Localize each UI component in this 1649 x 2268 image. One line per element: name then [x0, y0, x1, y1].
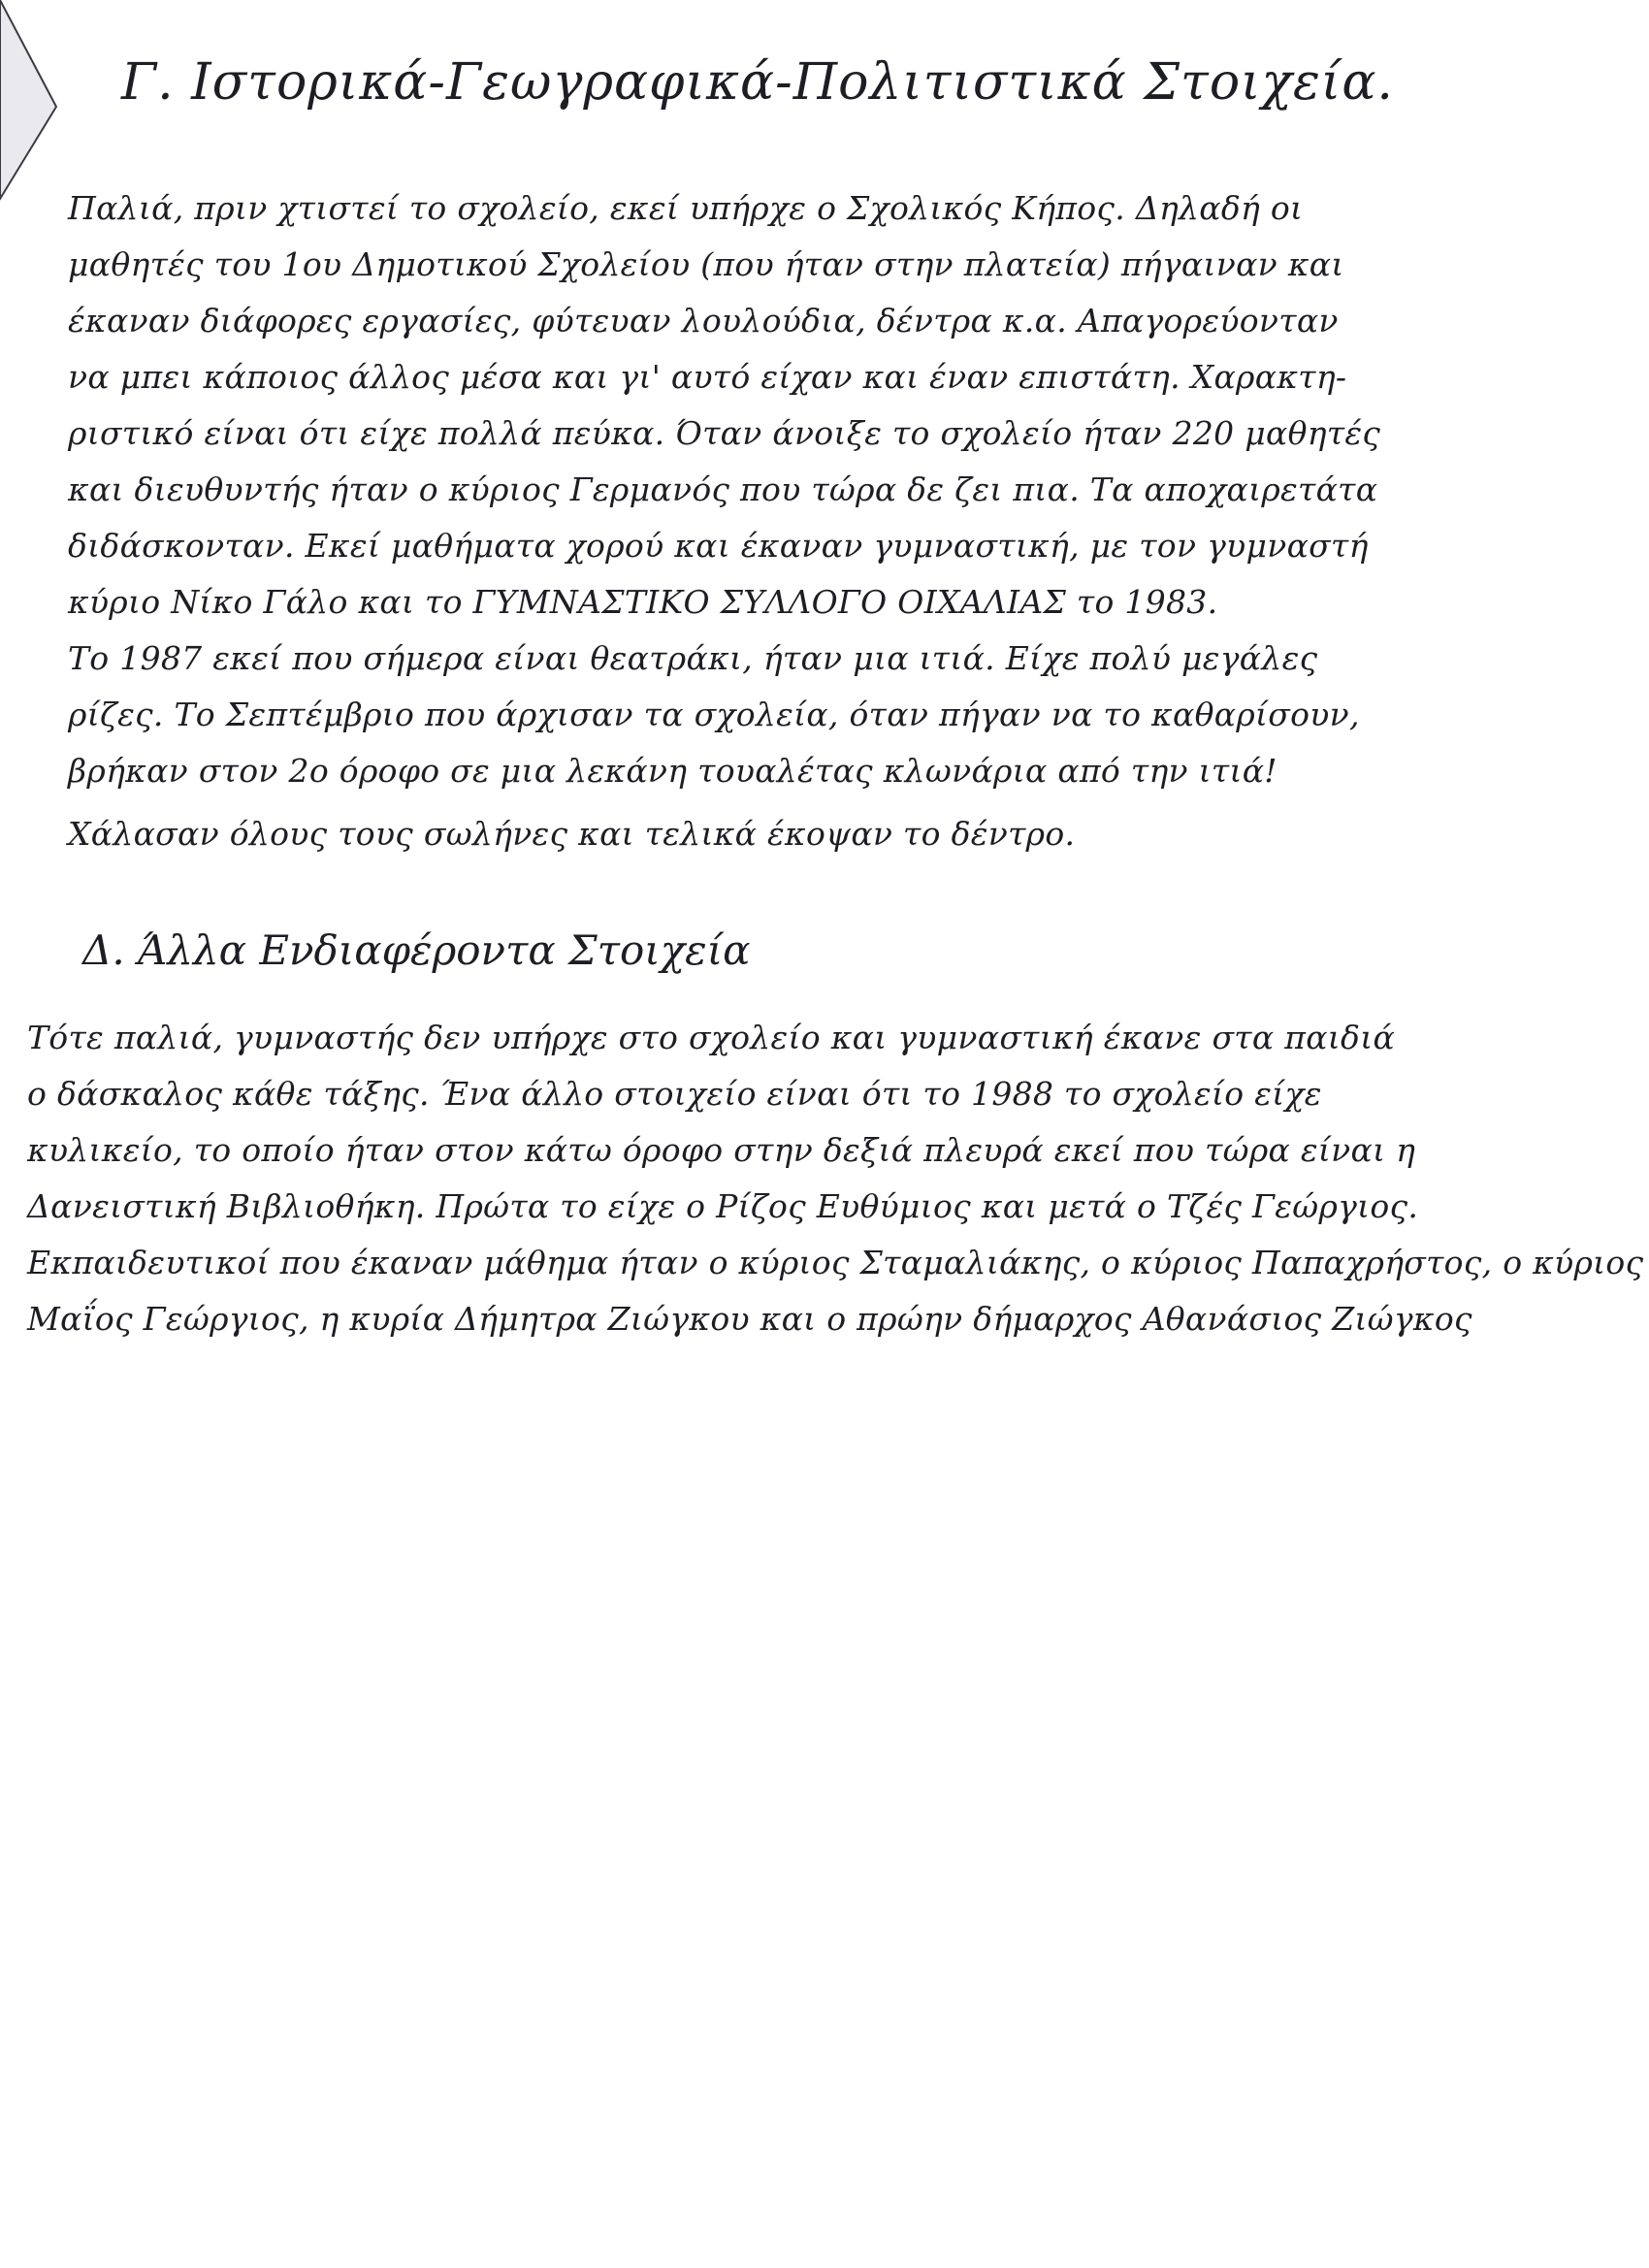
section-c-line-10: ρίζες. Το Σεπτέμβριο που άρχισαν τα σχολεία, όταν πήγαν να το καθαρίσουν,: [68, 696, 1360, 733]
section-c-line-7: διδάσκονταν. Εκεί μαθήματα χορού και έκαναν γυμναστική, με τον γυμναστή: [68, 527, 1369, 565]
section-d-line-4: Δανειστική Βιβλιοθήκη. Πρώτα το είχε ο Ρίζος Ευθύμιος και μετά ο Τζές Γεώργιος.: [27, 1187, 1419, 1225]
section-c-line-3: έκαναν διάφορες εργασίες, φύτευαν λουλούδια, δέντρα κ.α. Απαγορεύονταν: [68, 302, 1339, 340]
section-c-line-4: να μπει κάποιος άλλος μέσα και γι' αυτό είχαν και έναν επιστάτη. Χαρακτη-: [68, 358, 1347, 396]
section-c-line-12: Χάλασαν όλους τους σωλήνες και τελικά έκοψαν το δέντρο.: [68, 815, 1076, 853]
folded-corner: [0, 0, 58, 223]
section-c-line-9: Το 1987 εκεί που σήμερα είναι θεατράκι, ήταν μια ιτιά. Είχε πολύ μεγάλες: [68, 639, 1318, 677]
section-c-line-11: βρήκαν στον 2ο όροφο σε μια λεκάνη τουαλέτας κλωνάρια από την ιτιά!: [68, 752, 1277, 790]
section-c-title: Γ. Ιστορικά-Γεωγραφικά-Πολιτιστικά Στοιχεία.: [121, 53, 1394, 112]
section-c-line-2: μαθητές του 1ου Δημοτικού Σχολείου (που ήταν στην πλατεία) πήγαιναν και: [68, 245, 1344, 283]
section-d-line-6: Μαΐος Γεώργιος, η κυρία Δήμητρα Ζιώγκου και ο πρώην δήμαρχος Αθανάσιος Ζιώγκος: [27, 1300, 1472, 1338]
section-c-line-5: ριστικό είναι ότι είχε πολλά πεύκα. Όταν άνοιξε το σχολείο ήταν 220 μαθητές: [68, 414, 1381, 452]
section-d-line-1: Τότε παλιά, γυμναστής δεν υπήρχε στο σχολείο και γυμναστική έκανε στα παιδιά: [27, 1019, 1396, 1056]
section-d-line-2: ο δάσκαλος κάθε τάξης. Ένα άλλο στοιχείο είναι ότι το 1988 το σχολείο είχε: [27, 1075, 1322, 1113]
section-d-title: Δ. Άλλα Ενδιαφέροντα Στοιχεία: [82, 926, 751, 974]
section-c-line-8: κύριο Νίκο Γάλο και το ΓΥΜΝΑΣΤΙΚΟ ΣΥΛΛΟΓΟ ΟΙΧΑΛΙΑΣ το 1983.: [68, 583, 1218, 621]
section-c-line-6: και διευθυντής ήταν ο κύριος Γερμανός που τώρα δε ζει πια. Τα αποχαιρετάτα: [68, 470, 1378, 508]
section-c-line-1: Παλιά, πριν χτιστεί το σχολείο, εκεί υπήρχε ο Σχολικός Κήπος. Δηλαδή οι: [68, 189, 1304, 227]
section-d-line-5: Εκπαιδευτικοί που έκαναν μάθημα ήταν ο κύριος Σταμαλιάκης, ο κύριος Παπαχρήστος, ο κύριος: [27, 1244, 1644, 1281]
section-d-line-3: κυλικείο, το οποίο ήταν στον κάτω όροφο στην δεξιά πλευρά εκεί που τώρα είναι η: [27, 1131, 1416, 1169]
